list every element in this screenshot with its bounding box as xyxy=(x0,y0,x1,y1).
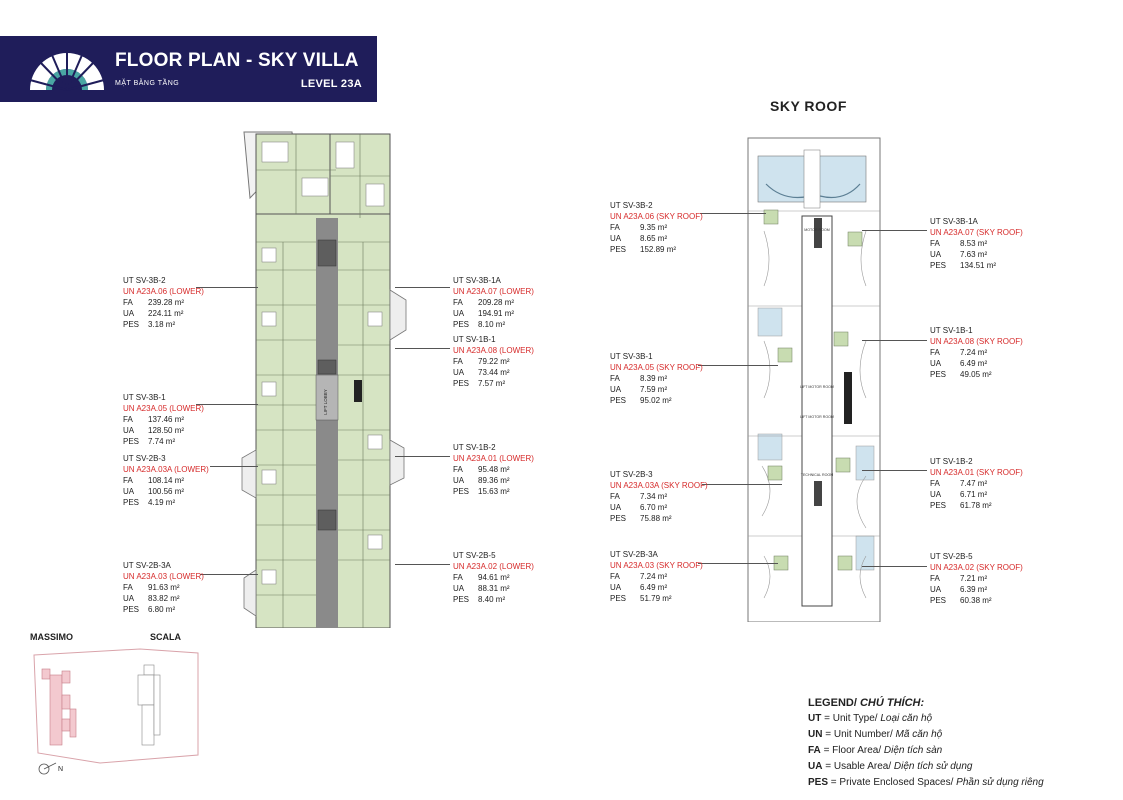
site-key-plan xyxy=(30,645,202,780)
unit-callout: UT SV-3B-1 UN A23A.05 (LOWER) FA 137.46 m² UA 128.50 m² PES 7.74 m² xyxy=(123,393,204,446)
unit-callout: UT SV-2B-5 UN A23A.02 (SKY ROOF) FA 7.21 m² UA 6.39 m² PES 60.38 m² xyxy=(930,552,1023,605)
svg-text:N: N xyxy=(58,766,64,773)
legend: LEGEND/ CHÚ THÍCH: UT = Unit Type/ Loại căn hộ UN = Unit Number/ Mã căn hộ FA = Floor Area/ Diện tích sàn UA = Usable Area/ Diện tích sử dụng PES = Private Enclosed Spaces/ Phần sử dụng riêng xyxy=(808,695,1044,791)
legend-item: UT = Unit Type/ Loại căn hộ xyxy=(808,713,933,724)
sky-roof-title: SKY ROOF xyxy=(770,98,847,114)
floor-plan-sky-roof xyxy=(744,136,884,622)
unit-callout: UT SV-3B-1A UN A23A.07 (LOWER) FA 209.28 m² UA 194.91 m² PES 8.10 m² xyxy=(453,276,534,329)
arch-logo-icon xyxy=(26,48,108,92)
unit-callout: UT SV-1B-2 UN A23A.01 (SKY ROOF) FA 7.47 m² UA 6.71 m² PES 61.78 m² xyxy=(930,457,1023,510)
unit-callout: UT SV-2B-5 UN A23A.02 (LOWER) FA 94.61 m² UA 88.31 m² PES 8.40 m² xyxy=(453,551,534,604)
unit-callout: UT SV-2B-3 UN A23A.03A (LOWER) FA 108.14 m² UA 100.56 m² PES 4.19 m² xyxy=(123,454,209,507)
leader-line xyxy=(395,348,450,349)
page-title: FLOOR PLAN - SKY VILLA xyxy=(115,50,359,71)
leader-line xyxy=(700,213,766,214)
leader-line xyxy=(702,484,782,485)
leader-line xyxy=(698,563,778,564)
header-banner xyxy=(0,36,377,102)
svg-text:LIFT MOTOR ROOM: LIFT MOTOR ROOM xyxy=(800,385,834,389)
leader-line xyxy=(196,287,258,288)
leader-line xyxy=(862,230,927,231)
site-label-massimo: MASSIMO xyxy=(30,632,74,642)
svg-text:MOTOR ROOM: MOTOR ROOM xyxy=(804,228,830,232)
unit-callout: UT SV-2B-3A UN A23A.03 (SKY ROOF) FA 7.24 m² UA 6.49 m² PES 51.79 m² xyxy=(610,550,703,603)
legend-item: UA = Usable Area/ Diện tích sử dụng xyxy=(808,761,973,772)
unit-callout: UT SV-2B-3A UN A23A.03 (LOWER) FA 91.63 m² UA 83.82 m² PES 6.80 m² xyxy=(123,561,204,614)
legend-item: FA = Floor Area/ Diện tích sàn xyxy=(808,745,943,756)
leader-line xyxy=(862,340,927,341)
unit-callout: UT SV-1B-1 UN A23A.08 (LOWER) FA 79.22 m² UA 73.44 m² PES 7.57 m² xyxy=(453,335,534,388)
unit-callout: UT SV-1B-2 UN A23A.01 (LOWER) FA 95.48 m² UA 89.36 m² PES 15.63 m² xyxy=(453,443,534,496)
unit-callout: UT SV-3B-1A UN A23A.07 (SKY ROOF) FA 8.53 m² UA 7.63 m² PES 134.51 m² xyxy=(930,217,1023,270)
level-label: LEVEL 23A xyxy=(300,78,362,90)
leader-line xyxy=(210,466,258,467)
unit-callout: UT SV-3B-1 UN A23A.05 (SKY ROOF) FA 8.39 m² UA 7.59 m² PES 95.02 m² xyxy=(610,352,703,405)
page-subtitle: MẶT BẰNG TẦNG xyxy=(115,80,180,87)
unit-callout: UT SV-3B-2 UN A23A.06 (LOWER) FA 239.28 m² UA 224.11 m² PES 3.18 m² xyxy=(123,276,204,329)
unit-callout: UT SV-1B-1 UN A23A.08 (SKY ROOF) FA 7.24 m² UA 6.49 m² PES 49.05 m² xyxy=(930,326,1023,379)
svg-text:TECHNICAL ROOM: TECHNICAL ROOM xyxy=(800,473,834,477)
svg-text:LIFT MOTOR ROOM: LIFT MOTOR ROOM xyxy=(800,415,834,419)
leader-line xyxy=(395,564,450,565)
leader-line xyxy=(395,287,450,288)
floor-plan-lower xyxy=(238,130,410,628)
leader-line xyxy=(862,470,927,471)
leader-line xyxy=(862,566,927,567)
svg-text:LIFT LOBBY: LIFT LOBBY xyxy=(323,389,328,415)
leader-line xyxy=(395,456,450,457)
unit-callout: UT SV-2B-3 UN A23A.03A (SKY ROOF) FA 7.34 m² UA 6.70 m² PES 75.88 m² xyxy=(610,470,708,523)
leader-line xyxy=(196,404,258,405)
legend-item: UN = Unit Number/ Mã căn hộ xyxy=(808,729,943,740)
unit-callout: UT SV-3B-2 UN A23A.06 (SKY ROOF) FA 9.35 m² UA 8.65 m² PES 152.89 m² xyxy=(610,201,703,254)
site-label-scala: SCALA xyxy=(150,632,181,642)
legend-item: PES = Private Enclosed Spaces/ Phần sử dụng riêng xyxy=(808,777,1044,788)
leader-line xyxy=(200,574,258,575)
leader-line xyxy=(698,365,778,366)
